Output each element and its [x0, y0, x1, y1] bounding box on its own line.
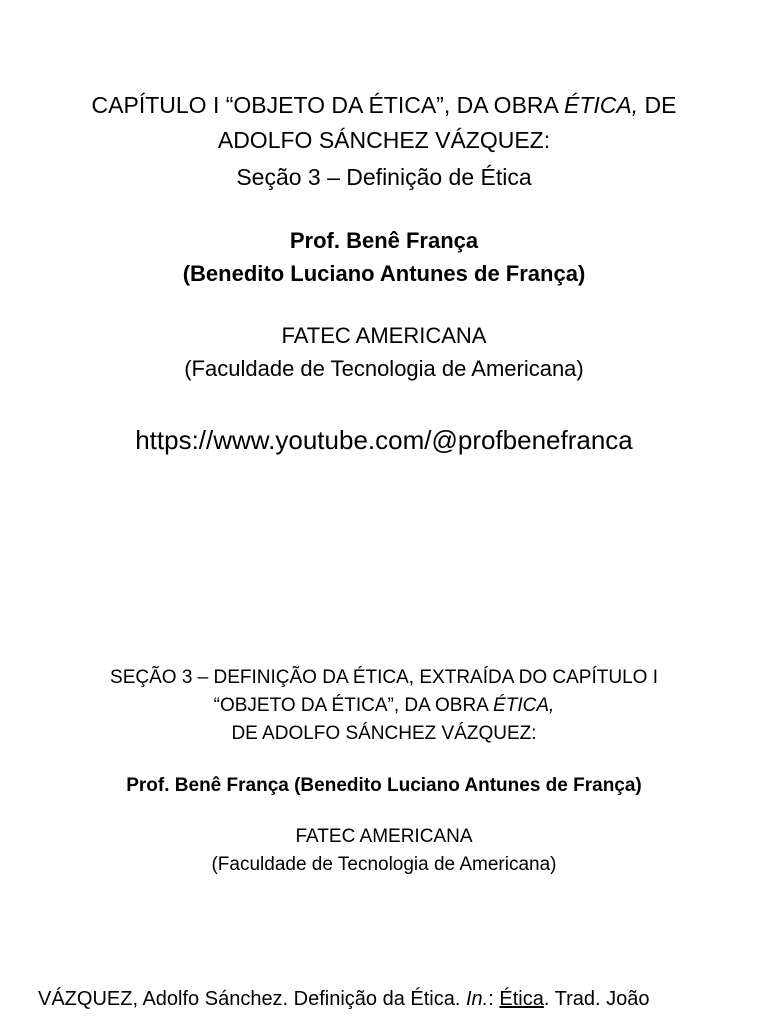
author-block — [0, 224, 768, 290]
section-author: Prof. Benê França (Benedito Luciano Antunes de França) — [126, 775, 642, 796]
institution-full-name: (Faculdade de Tecnologia de Americana) — [184, 356, 584, 381]
youtube-url: https://www.youtube.com/@profbenefranca — [135, 425, 633, 455]
author-name: Prof. Benê França — [289, 228, 479, 253]
title-text-end: DE — [638, 92, 677, 118]
section-slide — [0, 664, 768, 879]
title-book-italic: ÉTICA, — [564, 92, 639, 118]
section-institution-block — [0, 823, 768, 879]
reference-translator: . Trad. João — [543, 988, 650, 1010]
author-full-name: (Benedito Luciano Antunes de França) — [182, 261, 586, 286]
slide-title-line-1 — [0, 88, 768, 123]
reference-in-italic: In. — [466, 988, 489, 1010]
title-slide — [0, 88, 768, 458]
reference-book-title: Ética — [499, 988, 544, 1010]
slide-title-line-2: ADOLFO SÁNCHEZ VÁZQUEZ: — [217, 127, 551, 153]
bibliographic-reference — [38, 984, 738, 1015]
section-title-line-3: DE ADOLFO SÁNCHEZ VÁZQUEZ: — [231, 723, 537, 744]
reference-author-title: VÁZQUEZ, Adolfo Sánchez. Definição da Ética. — [38, 988, 466, 1010]
institution-block — [0, 319, 768, 385]
title-text: CAPÍTULO I “OBJETO DA ÉTICA”, DA OBRA — [91, 92, 564, 118]
section-title-book-italic: ÉTICA, — [493, 695, 555, 716]
institution-name: FATEC AMERICANA — [281, 323, 487, 348]
section-institution-name: FATEC AMERICANA — [295, 826, 473, 847]
slide-subtitle: Seção 3 – Definição de Ética — [236, 164, 532, 190]
section-title-line-1: SEÇÃO 3 – DEFINIÇÃO DA ÉTICA, EXTRAÍDA DO CAPÍTULO I — [110, 667, 658, 688]
section-title-line-2 — [0, 692, 768, 720]
section-title-text: “OBJETO DA ÉTICA”, DA OBRA — [213, 695, 494, 716]
section-institution-full-name: (Faculdade de Tecnologia de Americana) — [211, 854, 557, 875]
reference-colon: : — [488, 988, 500, 1010]
